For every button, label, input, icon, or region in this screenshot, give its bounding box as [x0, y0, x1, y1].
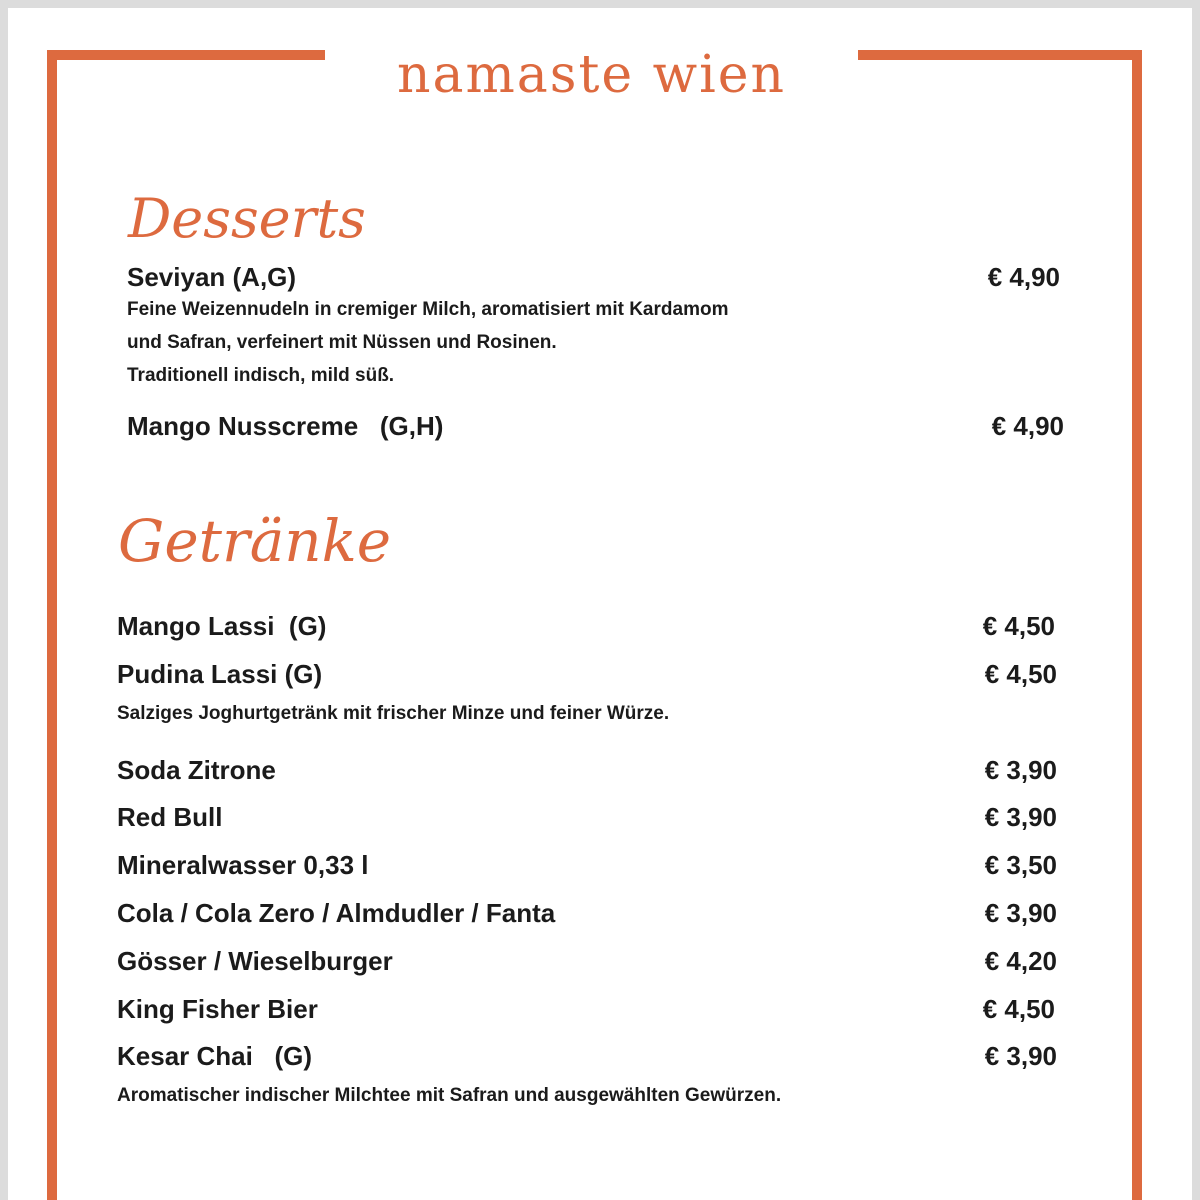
menu-item-name-seviyan: Seviyan (A,G)	[127, 262, 297, 292]
menu-item-price: € 3,50	[984, 850, 1057, 880]
menu-item-name: Soda Zitrone	[117, 755, 276, 785]
menu-item-name: Mineralwasser 0,33 l	[117, 850, 369, 880]
menu-item-price-seviyan: € 4,90	[987, 262, 1060, 292]
menu-item-description-line: Traditionell indisch, mild süß.	[127, 365, 395, 386]
menu-item-name: Pudina Lassi (G)	[117, 659, 323, 689]
menu-item-description-line: Feine Weizennudeln in cremiger Milch, aromatisiert mit Kardamom	[127, 299, 729, 320]
menu-item-price: € 4,50	[984, 659, 1057, 689]
menu-item-price-mango-nusscreme: € 4,90	[991, 411, 1064, 441]
section-title-drinks: Getränke	[118, 507, 392, 575]
menu-item-name: Red Bull	[117, 802, 223, 832]
menu-item-name: Kesar Chai (G)	[117, 1041, 313, 1071]
menu-item-name-mango-nusscreme: Mango Nusscreme (G,H)	[127, 411, 444, 441]
menu-item-price: € 3,90	[984, 1041, 1057, 1071]
frame-right-border	[1132, 50, 1142, 1200]
section-title-desserts: Desserts	[128, 187, 366, 250]
menu-item-price: € 4,50	[982, 994, 1055, 1024]
restaurant-logo-title: namaste wien	[396, 45, 787, 105]
menu-item-price: € 3,90	[984, 802, 1057, 832]
menu-item-description: Salziges Joghurtgetränk mit frischer Minze und feiner Würze.	[117, 703, 670, 724]
menu-item-price: € 4,50	[982, 611, 1055, 641]
frame-top-left-border	[47, 50, 325, 60]
menu-item-price: € 3,90	[984, 898, 1057, 928]
menu-item-price: € 3,90	[984, 755, 1057, 785]
frame-top-right-border	[858, 50, 1142, 60]
menu-item-name: Gösser / Wieselburger	[117, 946, 393, 976]
menu-item-name: Mango Lassi (G)	[117, 611, 327, 641]
frame-left-border	[47, 50, 57, 1200]
menu-item-price: € 4,20	[984, 946, 1057, 976]
menu-item-description: Aromatischer indischer Milchtee mit Safran und ausgewählten Gewürzen.	[117, 1085, 782, 1106]
menu-item-description-line: und Safran, verfeinert mit Nüssen und Rosinen.	[127, 332, 557, 353]
menu-item-name: Cola / Cola Zero / Almdudler / Fanta	[117, 898, 556, 928]
menu-item-name: King Fisher Bier	[117, 994, 318, 1024]
